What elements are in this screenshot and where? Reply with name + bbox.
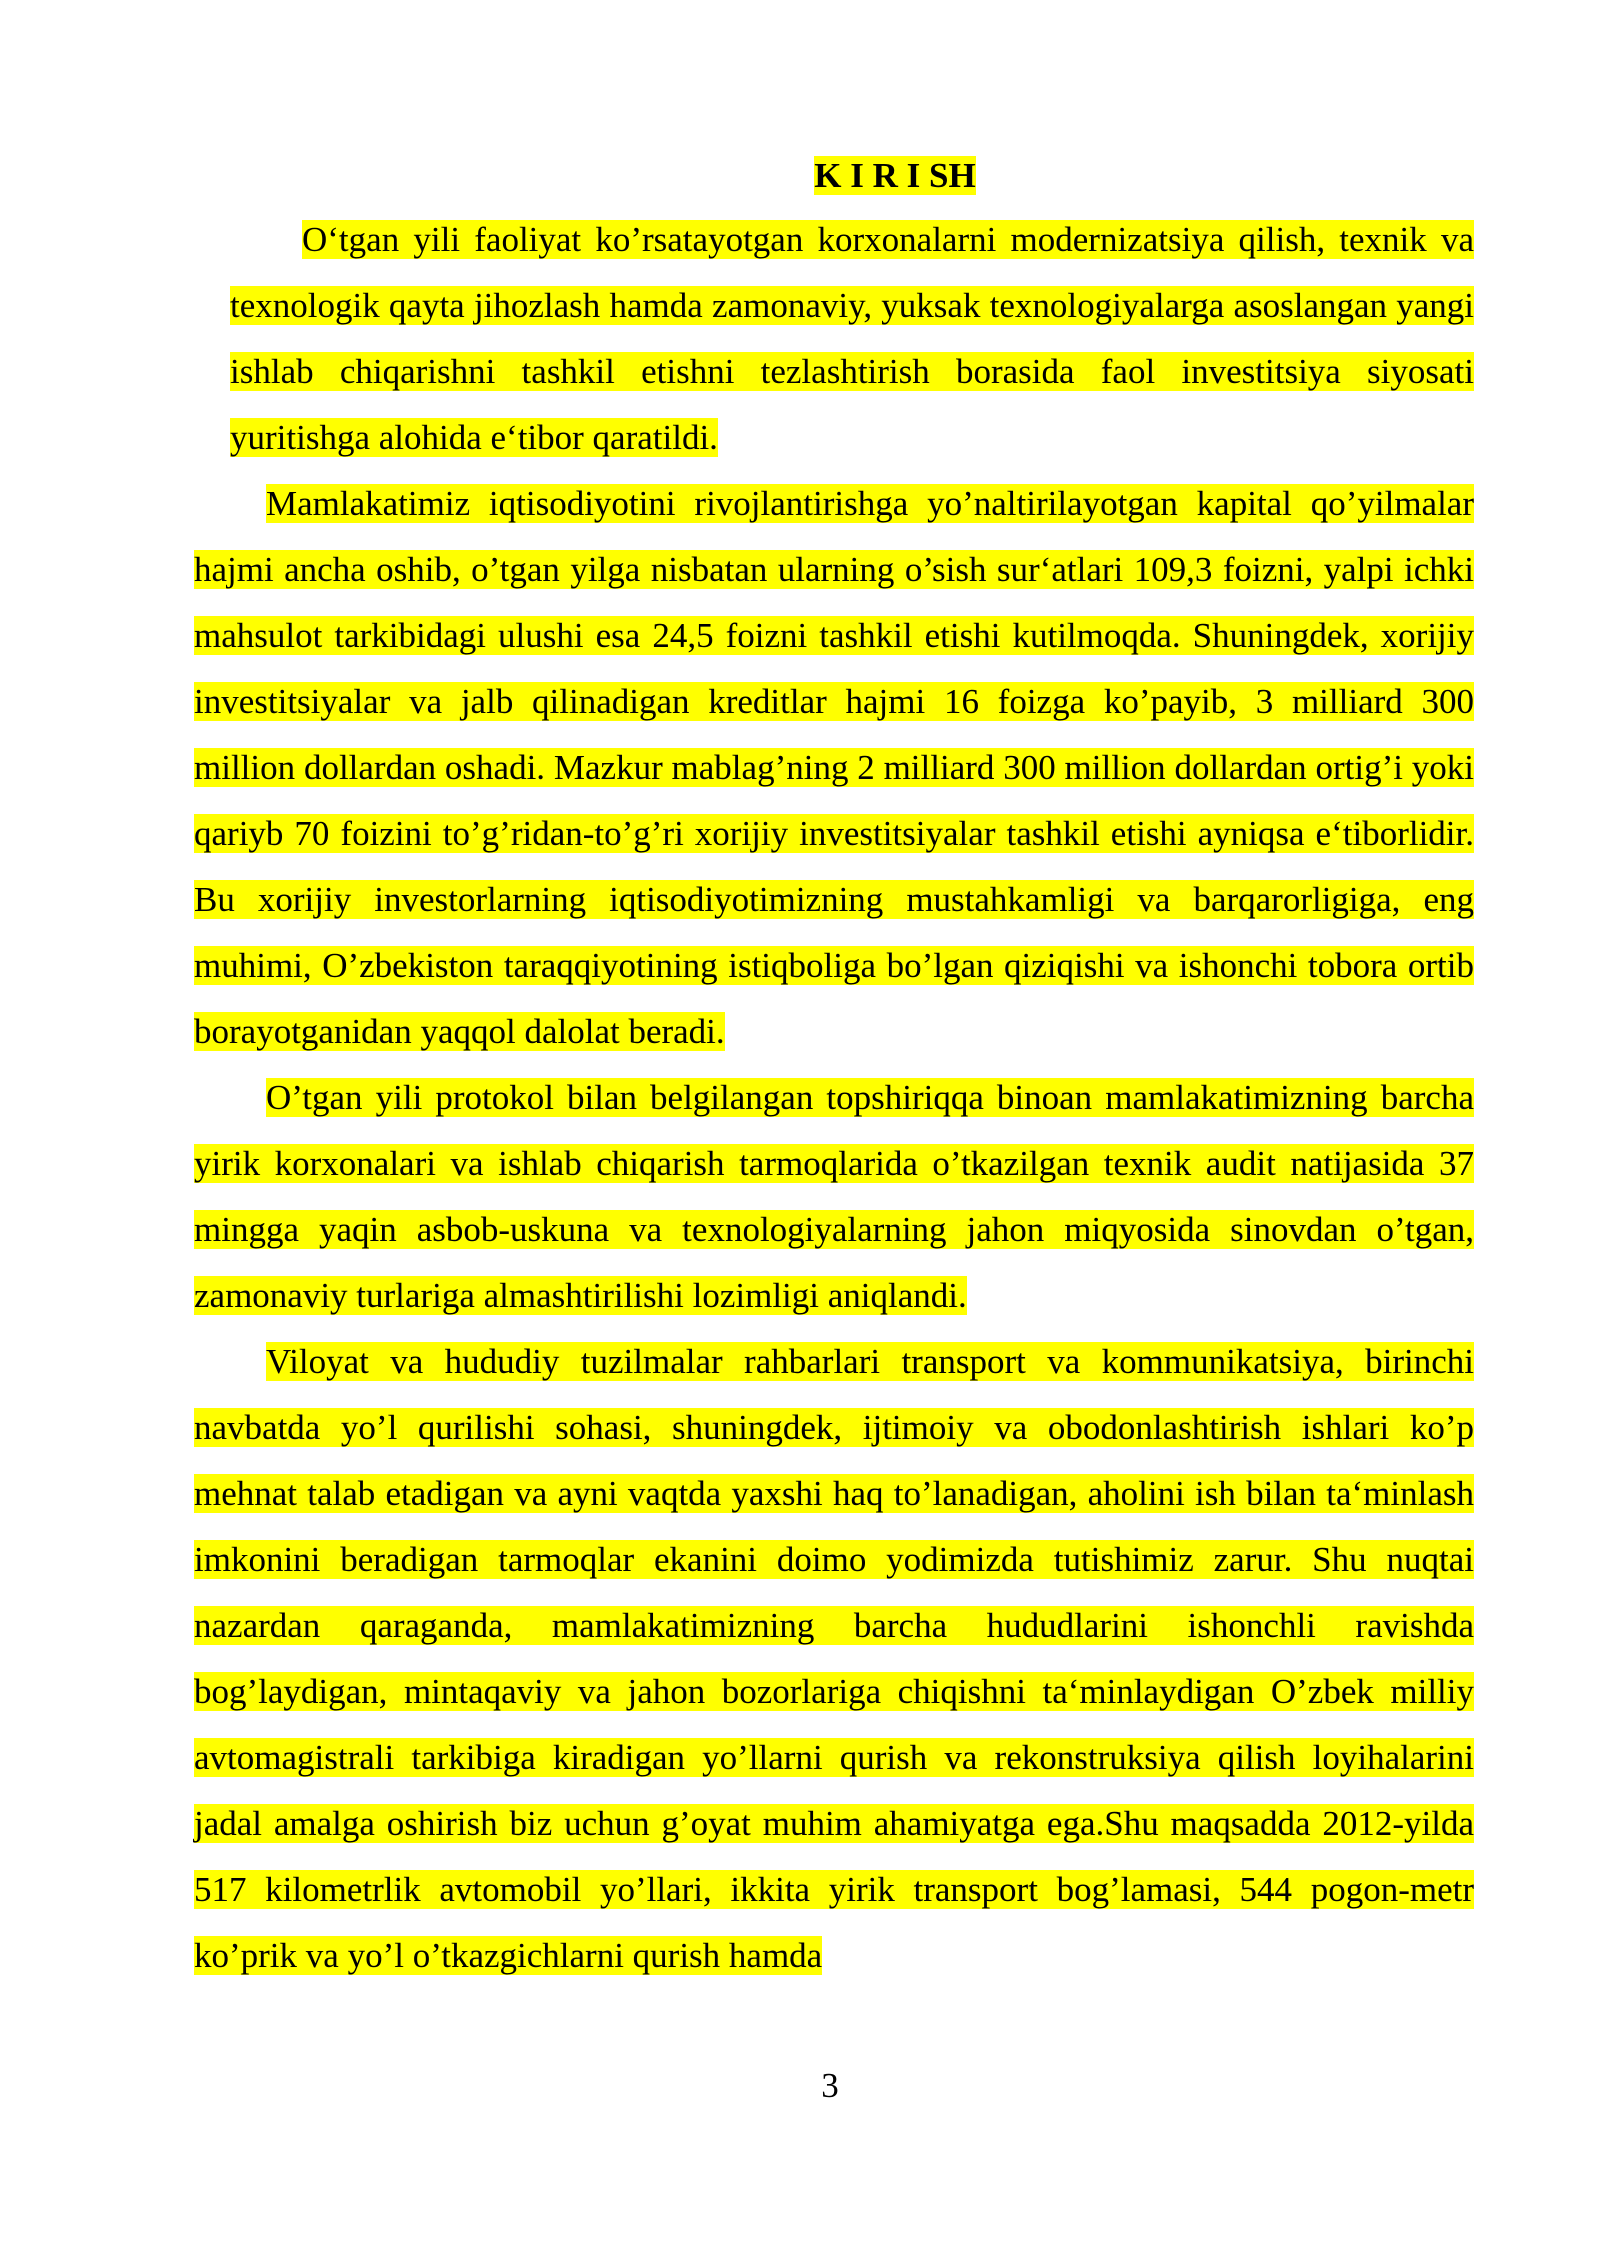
- paragraph-1-text: O‘tgan yili faoliyat ko’rsatayotgan korxonalarni modernizatsiya qilish, texnik va texnologik qayta jihozlash hamda zamonaviy, yuksak texnologiyalarga asoslangan yangi ishlab chiqarishni tashkil etishni tezlashtirish borasida faol investitsiya siyosati yuritishga alohida e‘tibor qaratildi.: [230, 220, 1474, 457]
- paragraph-3: [194, 1065, 1474, 1329]
- paragraph-4: [194, 1329, 1474, 1989]
- document-title: [0, 150, 1600, 202]
- document-title-text: K I R I SH: [814, 156, 976, 195]
- paragraph-1: [194, 207, 1474, 471]
- paragraph-2-text: Mamlakatimiz iqtisodiyotini rivojlantirishga yo’naltirilayotgan kapital qo’yilmalar hajmi ancha oshib, o’tgan yilga nisbatan ularning o’sish sur‘atlari 109,3 foizni, yalpi ichki mahsulot tarkibidagi ulushi esa 24,5 foizni tashkil etishi kutilmoqda. Shuningdek, xorijiy investitsiyalar va jalb qilinadigan kreditlar hajmi 16 foizga ko’payib, 3 milliard 300 million dollardan oshadi. Mazkur mablag’ning 2 milliard 300 million dollardan ortig’i yoki qariyb 70 foizini to’g’ridan-to’g’ri xorijiy investitsiyalar tashkil etishi ayniqsa e‘tiborlidir. Bu xorijiy investorlarning iqtisodiyotimizning mustahkamligi va barqarorligiga, eng muhimi, O’zbekiston taraqqiyotining istiqboliga bo’lgan qiziqishi va ishonchi tobora ortib borayotganidan yaqqol dalolat beradi.: [194, 484, 1474, 1051]
- page-number: 3: [821, 2066, 839, 2105]
- paragraph-3-text: O’tgan yili protokol bilan belgilangan topshiriqqa binoan mamlakatimizning barcha yirik korxonalari va ishlab chiqarish tarmoqlarida o’tkazilgan texnik audit natijasida 37 mingga yaqin asbob-uskuna va texnologiyalarning jahon miqyosida sinovdan o’tgan, zamonaviy turlariga almashtirilishi lozimligi aniqlandi.: [194, 1078, 1474, 1315]
- paragraph-4-text: Viloyat va hududiy tuzilmalar rahbarlari transport va kommunikatsiya, birinchi navbatda yo’l qurilishi sohasi, shuningdek, ijtimoiy va obodonlashtirish ishlari ko’p mehnat talab etadigan va ayni vaqtda yaxshi haq to’lanadigan, aholini ish bilan ta‘minlash imkonini beradigan tarmoqlar ekanini doimo yodimizda tutishimiz zarur. Shu nuqtai nazardan qaraganda, mamlakatimizning barcha hududlarini ishonchli ravishda bog’laydigan, mintaqaviy va jahon bozorlariga chiqishni ta‘minlaydigan O’zbek milliy avtomagistrali tarkibiga kiradigan yo’llarni qurish va rekonstruksiya qilish loyihalarini jadal amalga oshirish biz uchun g’oyat muhim ahamiyatga ega.Shu maqsadda 2012-yilda 517 kilometrlik avtomobil yo’llari, ikkita yirik transport bog’lamasi, 544 pogon-metr ko’prik va yo’l o’tkazgichlarni qurish hamda: [194, 1342, 1474, 1975]
- document-body: [194, 207, 1474, 1989]
- paragraph-2: [194, 471, 1474, 1065]
